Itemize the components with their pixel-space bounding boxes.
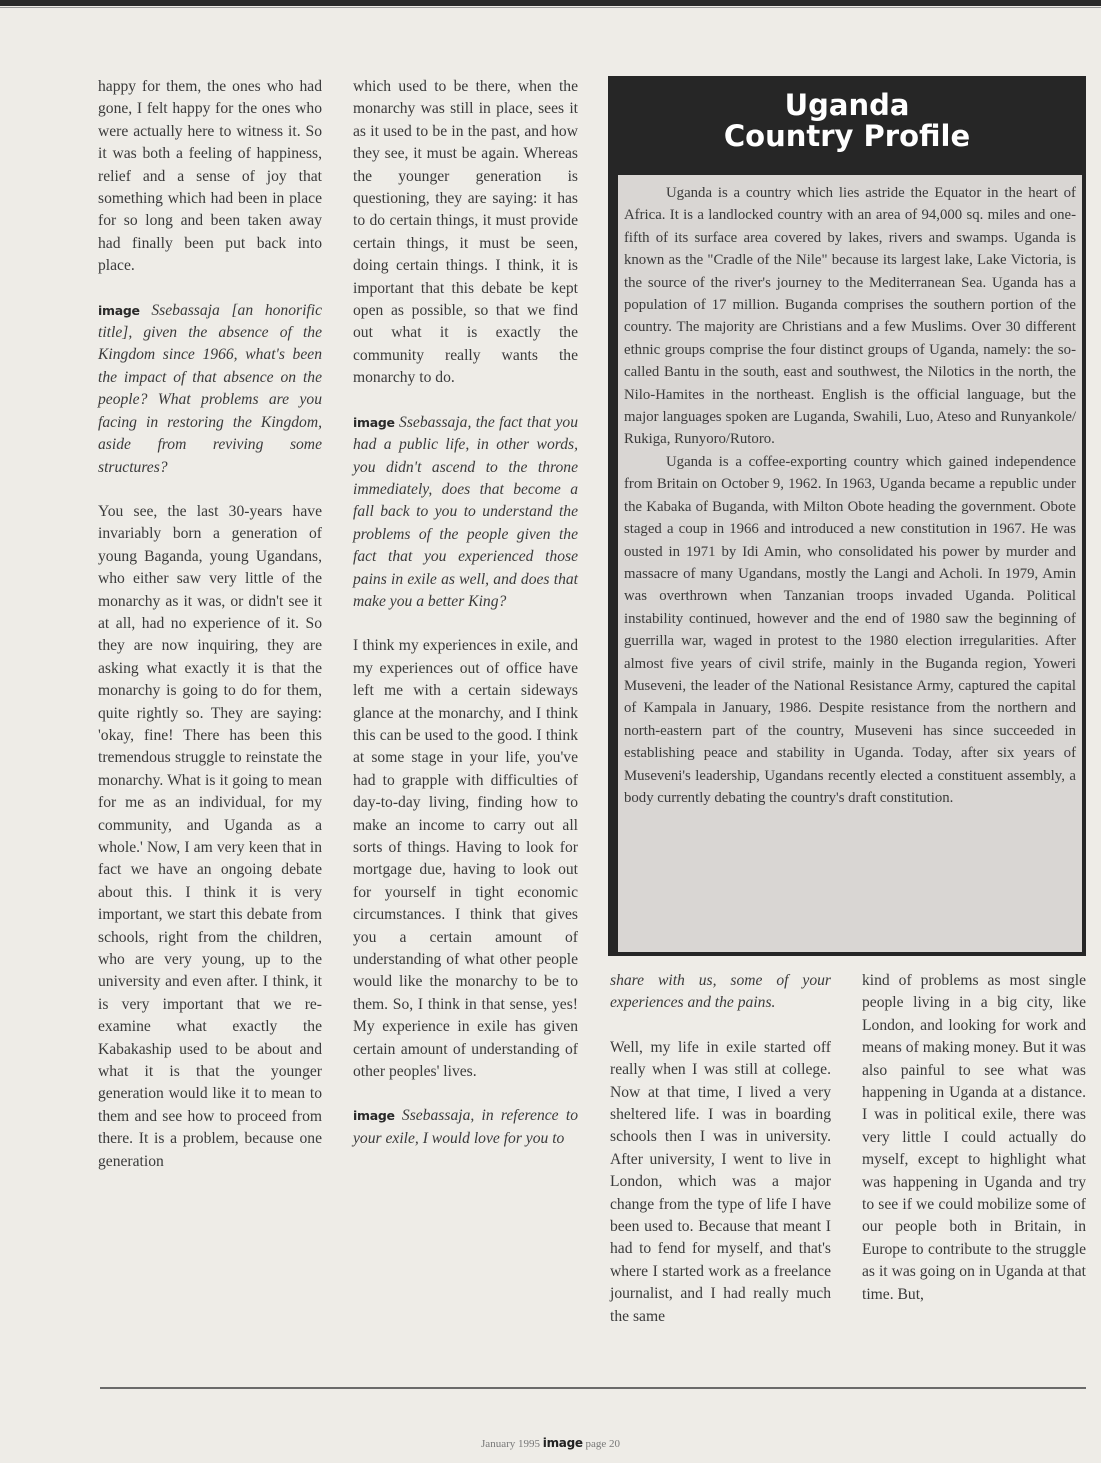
question-3 (353, 1105, 578, 1150)
question-2 (353, 412, 578, 614)
question-1-text: Ssebassaja [an honorific title], given the absence of the Kingdom since 1966, what's been the impact of that absence on the people? What problems are you facing in restoring the Kingdom, aside from reviving some structures? (98, 301, 322, 476)
question-3-continued: share with us, some of your experiences and the pains. (610, 972, 831, 1012)
column-3 (610, 970, 831, 1328)
intro-paragraph: happy for them, the ones who had gone, I felt happy for the ones who were actually here to witness it. So it was both a feeling of happiness, relief and a sense of joy that something which had been in place for so long and been taken away had finally been put back into place. (98, 78, 322, 275)
profile-paragraph-2: Uganda is a coffee-exporting country which gained independence from Britain on October 9, 1962. In 1963, Uganda became a republic under the Kabaka of Buganda, with Milton Obote heading the government. Obote staged a coup in 1966 and introduced a new constitution in 1967. He was ousted in 1971 by Idi Amin, who consolidated his power by murder and massacre of many Ugandans, mostly the Langi and Acholi. In 1979, Amin was overthrown when Tanzanian troops invaded Uganda. Political instability continued, however and the end of 1980 saw the beginning of guerrilla war, waged in protest to the 1980 election irregularities. After almost five years of civil strife, mainly in the Buganda region, Yoweri Museveni, the leader of the National Resistance Army, captured the capital of Kampala in January, 1986. Despite resistance from the northern and north-eastern part of the country, Museveni has since succeeded in establishing peace and stability in Uganda. Today, after six years of Museveni's leadership, Ugandans recently elected a constituent assembly, a body currently debating the country's draft constitution. (624, 453, 1076, 806)
question-1 (98, 300, 322, 479)
magazine-logo: image (353, 414, 395, 430)
answer-3: Well, my life in exile started off really when I was still at college. Now at that time, I lived a very sheltered life. I was in boarding schools then I was in university. After university, I went to live in London, which was a major change from the type of life I have been used to. Because that meant I had to fend for myself, and that's where I started work as a freelance journalist, and I had really much the same (610, 1038, 831, 1325)
bottom-rule (100, 1387, 1086, 1389)
column-2 (353, 76, 578, 1150)
country-profile-body (618, 175, 1082, 952)
magazine-logo: image (98, 302, 140, 318)
top-rule (0, 0, 1101, 6)
footer-date: January 1995 (481, 1438, 540, 1450)
top-rule-thin (0, 7, 1101, 8)
country-profile-title (608, 90, 1086, 152)
magazine-logo: image (353, 1108, 395, 1124)
page-footer (0, 1436, 1101, 1450)
country-profile-box (608, 76, 1086, 956)
profile-paragraph-1: Uganda is a country which lies astride the Equator in the heart of Africa. It is a landlocked country with an area of 94,000 sq. miles and one-fifth of its surface area covered by lakes, rivers and swamps. Uganda is known as the "Cradle of the Nile" because its largest lake, Lake Victoria, is the source of the river's journey to the Mediterranean Sea. Uganda has a population of 17 million. Buganda comprises the southern portion of the country. The majority are Christians and a few Muslims. Over 30 different ethnic groups comprise the four distinct groups of Uganda, namely: the so-called Bantu in the south, east and southwest, the Nilotics in the north, the Nilo-Hamites in the northeast. English is the official language, but the major languages spoken are Luganda, Swahili, Luo, Ateso and Runyankole/ Rukiga, Runyoro/Rutoro. (624, 185, 1076, 448)
answer-1-continued: which used to be there, when the monarchy was still in place, sees it as it used to be in the past, and how they see, it must be again. Whereas the younger generation is questioning, they are saying: it has to do certain things, it must provide certain things, it must be seen, doing certain things. I think, it is important that this debate be kept open as possible, so that we find out what it is exactly the community really wants the monarchy to do. (353, 78, 578, 387)
title-line-1: Uganda (784, 88, 910, 122)
column-4 (862, 970, 1086, 1306)
question-2-text: Ssebassaja, the fact that you had a public life, in other words, you didn't ascend to the throne immediately, does that become a fall back to you to understand the problems of the people given the fact that you experienced those pains in exile as well, and does that make you a better King? (353, 413, 578, 610)
answer-1: You see, the last 30-years have invariably born a generation of young Baganda, young Ugandans, who either saw very little of the monarchy as it was, or didn't see it at all, had no experience of it. So they are now inquiring, they are asking what exactly it is that the monarchy is going to do for them, quite rightly so. They are saying: 'okay, fine! There has been this tremendous struggle to reinstate the monarchy. What is it going to mean for me as an individual, for my community, and Uganda as a whole.' Now, I am very keen that in fact we have an ongoing debate about this. I think it is very important, we start this debate from schools, right from the children, who are very young, up to the university and even after. I think, it is very important that we re-examine what exactly the Kabakaship used to be about and what it is that the younger generation would like it to mean to them and see how to proceed from there. It is a problem, because one generation (98, 502, 322, 1170)
column-1 (98, 76, 322, 1173)
footer-magazine-logo: image (542, 1436, 583, 1450)
answer-2: I think my experiences in exile, and my experiences out of office have left me with a certain sideways glance at the monarchy, and I think this can be used to the good. I think at some stage in your life, you've had to grapple with difficulties of day-to-day living, finding how to make an income to carry out all sorts of things. Having to look for mortgage due, having to look out for yourself in tight economic circumstances. I think that gives you a certain amount of understanding of what other people would like the monarchy to be to them. So, I think in that sense, yes! My experience in exile has given certain amount of understanding of other peoples' lives. (353, 637, 578, 1081)
question-3-text: Ssebassaja, in reference to your exile, I would love for you to (353, 1107, 578, 1147)
footer-page-number: page 20 (585, 1438, 620, 1450)
title-line-2: Country Profile (723, 119, 971, 153)
answer-3-continued: kind of problems as most single people living in a big city, like London, and looking for work and means of making money. But it was also painful to see what was happening in Uganda at a distance. I was in political exile, there was very little I could actually do myself, except to highlight what was happening in Uganda and try to see if we could mobilize some of our people both in Britain, in Europe to contribute to the struggle as it was going on in Uganda at that time. But, (862, 972, 1086, 1303)
